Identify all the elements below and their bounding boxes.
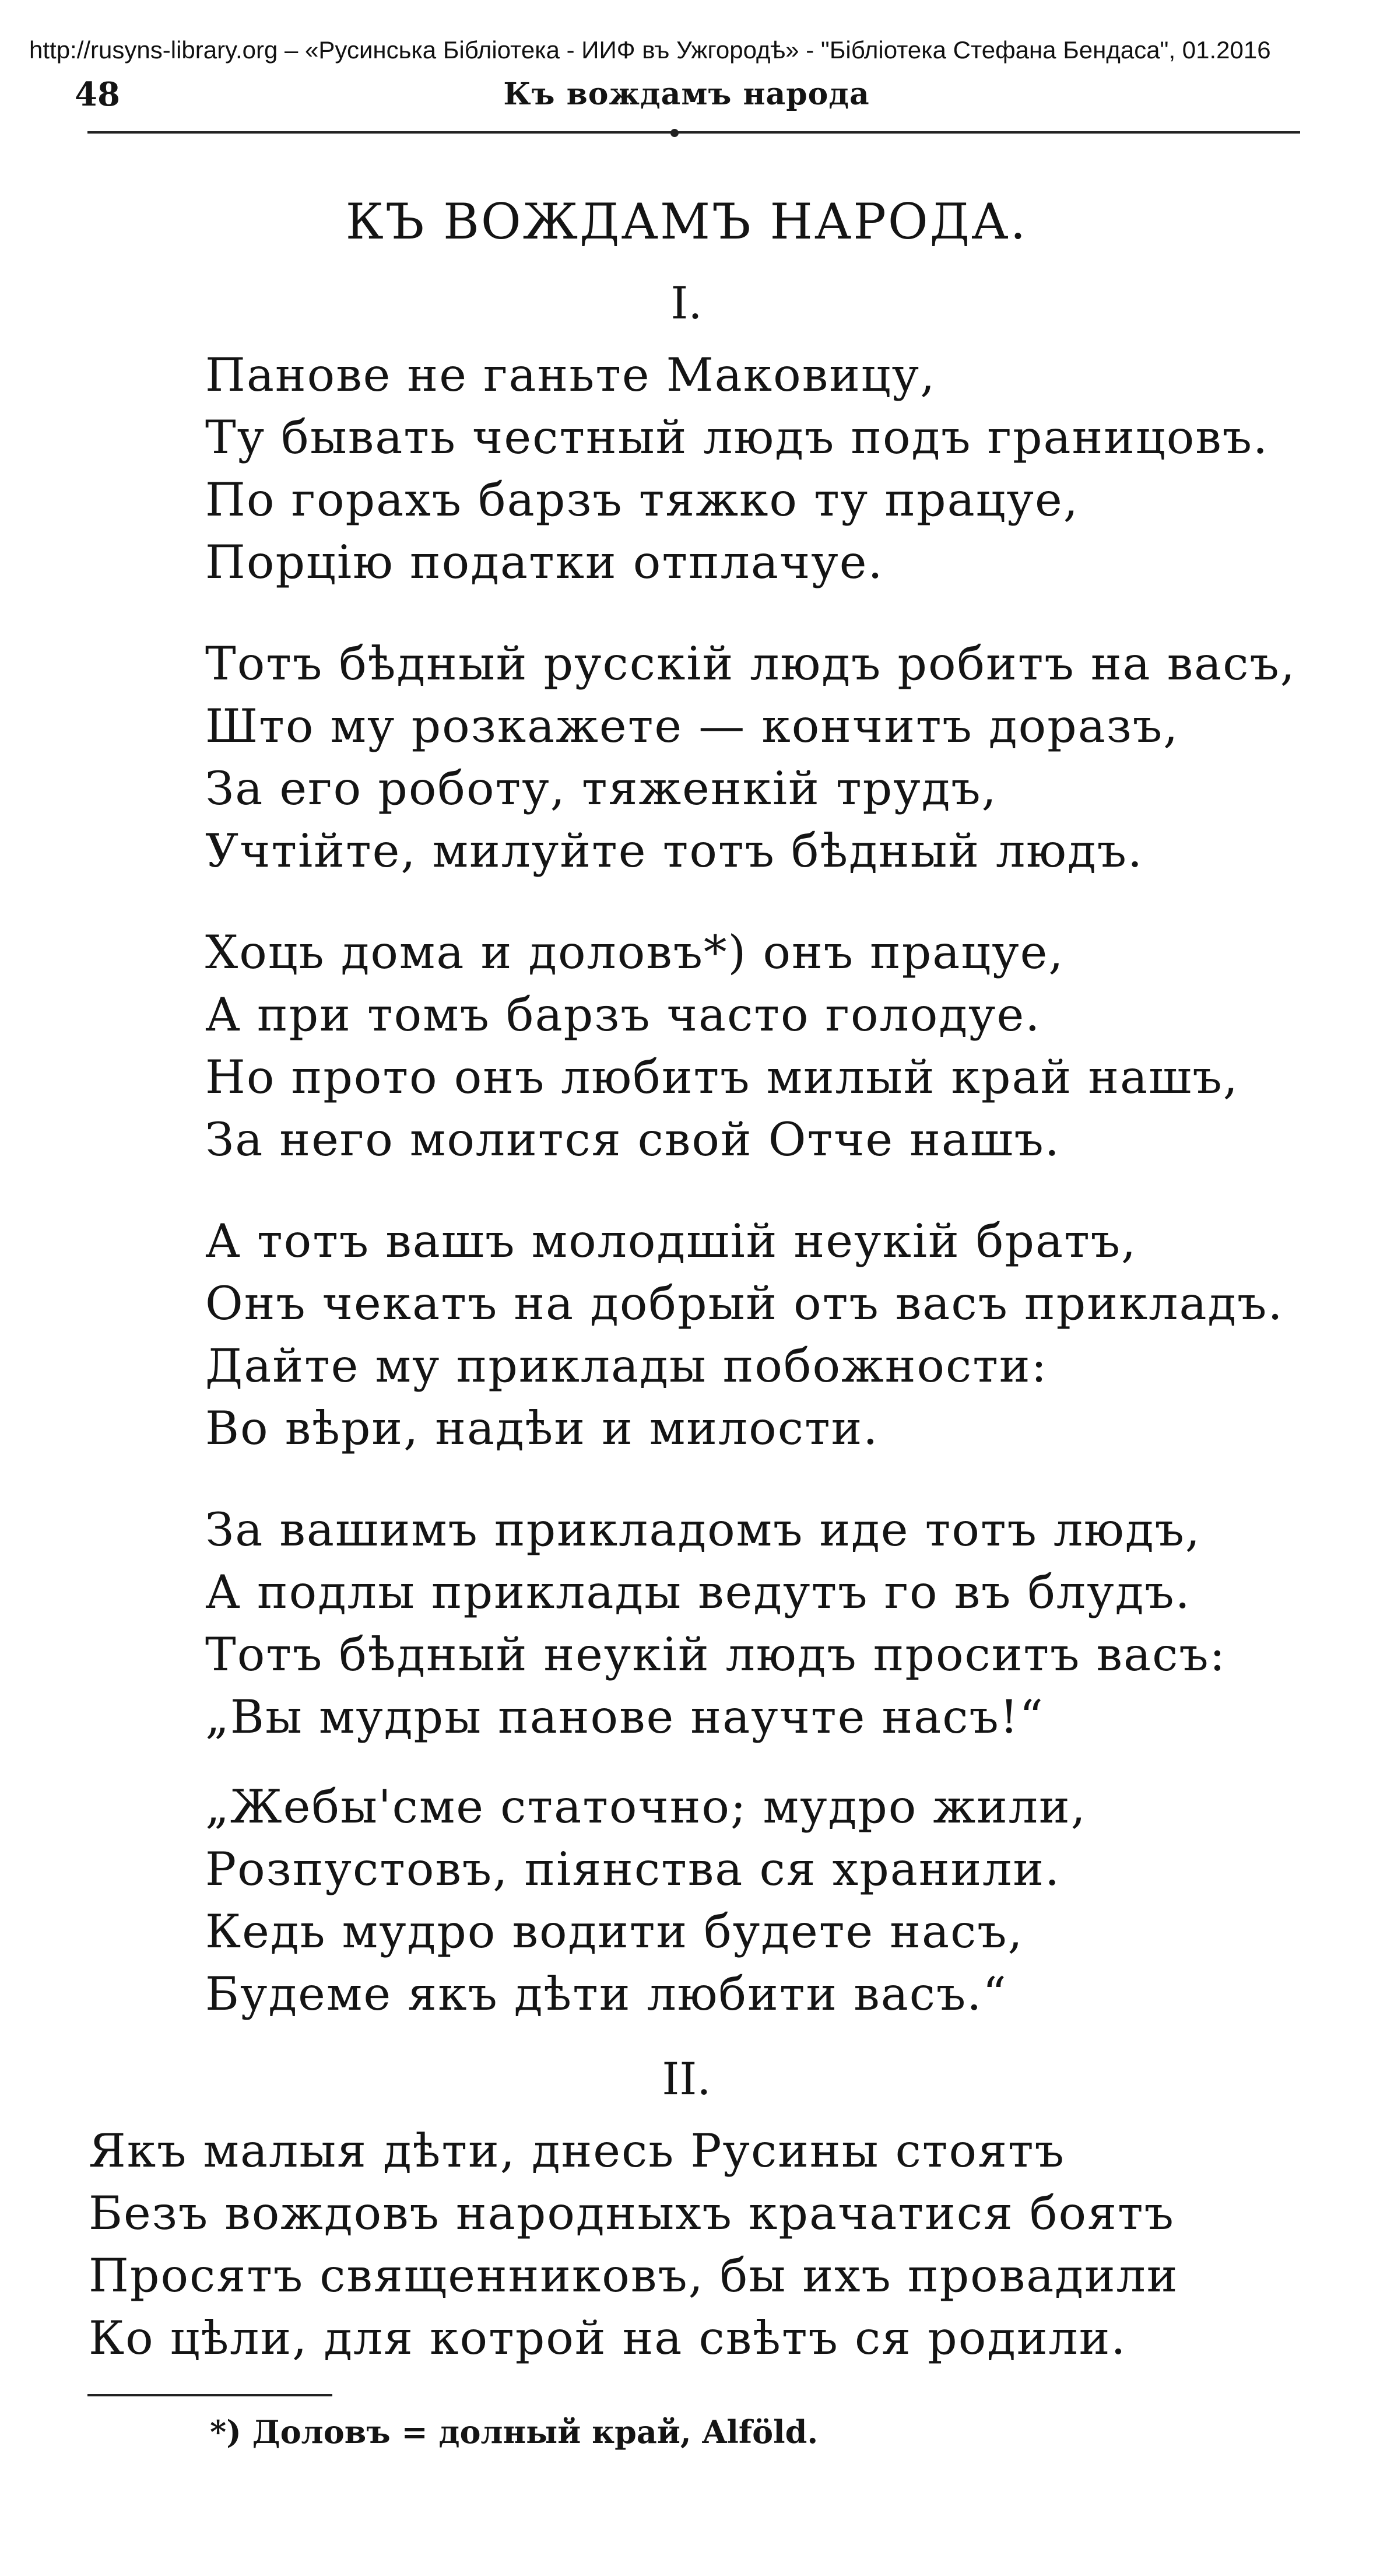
verse-line: Хоць дома и доловъ*) онъ працуе, [205,926,1065,979]
stanza-3 [205,921,1284,1171]
stanza-2 [205,633,1296,882]
footnote-rule [87,2394,332,2396]
verse-line: Кедь мудро водити будете насъ, [205,1905,1024,1958]
running-title: Къ вождамъ народа [503,76,870,112]
verse-line: Што му розкажете — кончитъ доразъ, [205,699,1179,753]
verse-line: Но прото онъ любитъ милый край нашъ, [205,1050,1239,1104]
verse-line: А тотъ вашъ молодшій неукій братъ, [205,1214,1137,1268]
verse-line: „Жебы'сме статочно; мудро жили, [205,1780,1087,1834]
stanza-5 [205,1499,1284,1748]
verse-line: „Вы мудры панове научте насъ!“ [205,1690,1044,1744]
verse-line: Во вѣри, надѣи и милости. [205,1401,879,1455]
rule-ornament [670,129,679,137]
verse-line: Якъ малыя дѣти, днесь Русины стоятъ [89,2124,1065,2178]
verse-line: А при томъ барзъ часто голодуе. [205,988,1041,1042]
verse-line: Безъ вождовъ народныхъ крачатися боятъ [89,2186,1175,2240]
verse-line: Просятъ священниковъ, бы ихъ провадили [89,2249,1179,2302]
stanza-part-two [89,2120,1313,2370]
verse-line: Дайте му приклады побожности: [205,1339,1048,1393]
page-number: 48 [75,75,120,114]
footnote: *) Доловъ = долный край, Alföld. [210,2413,819,2451]
running-head [0,75,1373,121]
stanza-4 [205,1210,1284,1460]
poem-title: КЪ ВОЖДАМЪ НАРОДА. [345,193,1028,250]
verse-line: Порцію податки отплачуе. [205,535,884,589]
verse-line: Ту бывать честный людъ подъ границовъ. [205,411,1269,464]
header-rule [87,131,1300,134]
stanza-1 [205,344,1284,594]
verse-line: Будеме якъ дѣти любити васъ.“ [205,1967,1007,2021]
verse-line: Онъ чекатъ на добрый отъ васъ прикладъ. [205,1277,1284,1330]
verse-line: По горахъ барзъ тяжко ту працуе, [205,473,1079,527]
verse-line: Панове не ганьте Маковицу, [205,348,936,402]
section-numeral-two: II. [662,2053,711,2105]
verse-line: Ко цѣли, для котрой на свѣтъ ся родили. [89,2311,1127,2365]
verse-line: Тотъ бѣдный русскій людъ робитъ на васъ, [205,637,1296,691]
verse-line: За его роботу, тяженкій трудъ, [205,762,998,815]
verse-line: Розпустовъ, піянства ся хранили. [205,1842,1061,1896]
source-citation: http://rusyns-library.org – «Русинська Бібліотека - ИИФ въ Ужгородѣ» - "Бібліотека Стефана Бендаса", 01.2016 [29,36,1271,64]
stanza-6 [205,1776,1284,2025]
verse-line: А подлы приклады ведутъ го въ блудъ. [205,1565,1191,1619]
verse-line: Тотъ бѣдный неукій людъ проситъ васъ: [205,1628,1227,1681]
section-numeral-one: I. [670,277,703,329]
verse-line: Учтійте, милуйте тотъ бѣдный людъ. [205,824,1144,878]
verse-line: За вашимъ прикладомъ иде тотъ людъ, [205,1503,1201,1557]
verse-line: За него молится свой Отче нашъ. [205,1113,1061,1166]
